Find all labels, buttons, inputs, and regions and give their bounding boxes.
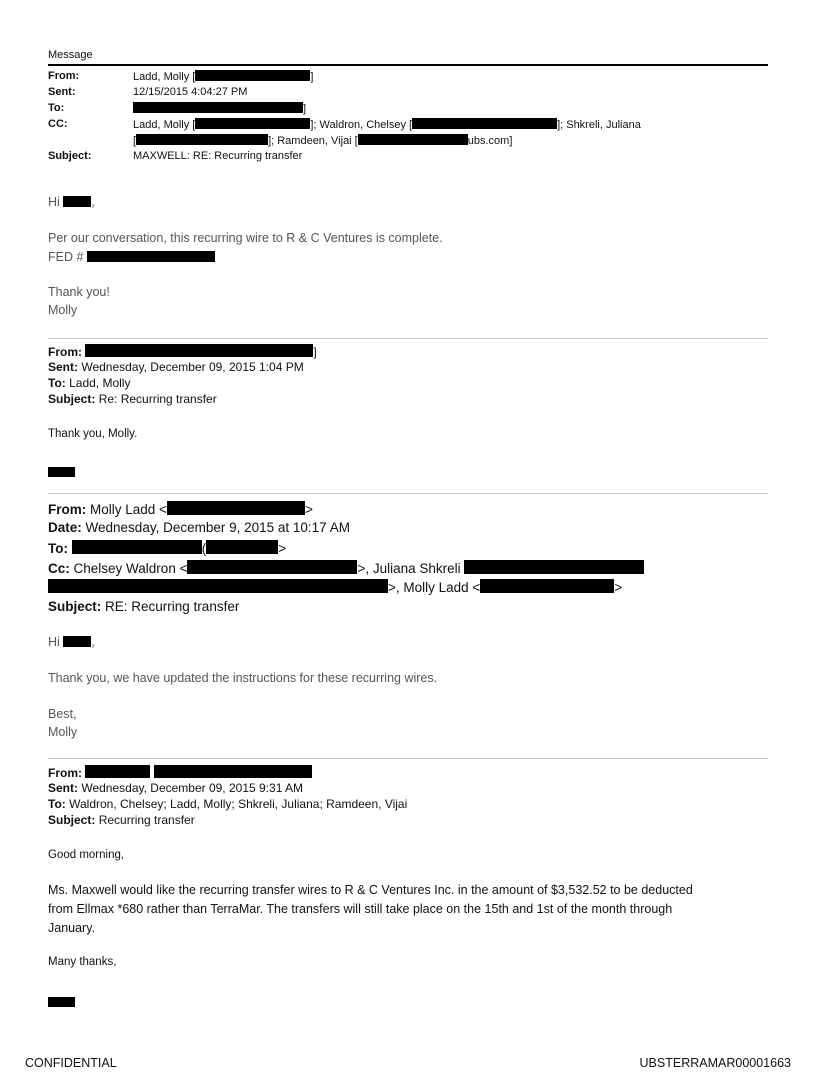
divider [48, 338, 768, 339]
msg3-body: Thank you, we have updated the instructions for these recurring wires. [48, 671, 438, 685]
redaction [195, 118, 310, 129]
msg2-subject: Subject: Re: Recurring transfer [48, 392, 217, 406]
msg3-subject: Subject: RE: Recurring transfer [48, 599, 240, 614]
msg2-signature-redaction [48, 463, 75, 481]
redaction [195, 70, 310, 81]
cc-line-2: [ ]; Ramdeen, Vijai [ ubs.com] [133, 135, 513, 147]
footer-bates-number: UBSTERRAMAR00001663 [639, 1056, 791, 1070]
redaction [48, 579, 388, 593]
msg3-closing: Best, [48, 707, 77, 721]
from-label: From: [48, 70, 80, 82]
redaction [206, 540, 278, 554]
msg3-date: Date: Wednesday, December 9, 2015 at 10:17 AM [48, 520, 350, 535]
redaction [187, 560, 357, 574]
msg2-body: Thank you, Molly. [48, 428, 138, 440]
redaction [133, 102, 303, 113]
msg3-from: From: Molly Ladd < > [48, 502, 313, 517]
divider [48, 758, 768, 759]
msg1-greeting: Hi , [48, 195, 95, 209]
msg4-from: From: [48, 765, 312, 780]
redaction [167, 501, 305, 515]
header-divider [48, 64, 768, 66]
msg4-to: To: Waldron, Chelsey; Ladd, Molly; Shkreli, Juliana; Ramdeen, Vijai [48, 797, 408, 811]
to-label: To: [48, 102, 65, 114]
msg4-body-line2: from Ellmax *680 rather than TerraMar. The transfers will still take place on the 15th and 1st of the month through [48, 902, 673, 916]
msg4-subject: Subject: Recurring transfer [48, 813, 195, 827]
subject-label: Subject: [48, 150, 92, 162]
message-label: Message [48, 49, 93, 61]
redaction [412, 118, 557, 129]
msg1-signature: Molly [48, 303, 78, 317]
redaction [480, 579, 614, 593]
redaction [63, 636, 91, 647]
msg1-fed: FED # [48, 250, 215, 264]
msg2-sent: Sent: Wednesday, December 09, 2015 1:04 PM [48, 360, 304, 374]
msg4-closing: Many thanks, [48, 956, 117, 968]
msg1-body: Per our conversation, this recurring wire to R & C Ventures is complete. [48, 231, 443, 245]
msg4-signature-redaction [48, 993, 75, 1011]
msg3-cc: Cc: Chelsey Waldron < >, Juliana Shkreli [48, 560, 644, 576]
redaction [63, 196, 91, 207]
footer-confidential: CONFIDENTIAL [25, 1056, 117, 1070]
msg4-greeting: Good morning, [48, 849, 125, 861]
msg3-signature: Molly [48, 725, 78, 739]
redaction [464, 560, 644, 574]
sent-label: Sent: [48, 86, 76, 98]
msg2-to: To: Ladd, Molly [48, 376, 131, 390]
msg4-sent: Sent: Wednesday, December 09, 2015 9:31 AM [48, 781, 304, 795]
redaction [85, 765, 150, 778]
sent-value: 12/15/2015 4:04:27 PM [133, 86, 248, 98]
msg2-from: From: ] [48, 345, 317, 359]
redaction [85, 344, 313, 357]
from-value: Ladd, Molly [ ] [133, 71, 314, 83]
cc-line-1: Ladd, Molly [ ]; Waldron, Chelsey [ ]; Shkreli, Juliana [133, 119, 641, 131]
redaction [87, 251, 215, 262]
msg3-cc-line2: >, Molly Ladd < > [48, 579, 622, 595]
redaction [136, 134, 268, 145]
msg4-body-line1: Ms. Maxwell would like the recurring transfer wires to R & C Ventures Inc. in the amount of $3,532.52 to be deducted [48, 883, 693, 897]
to-value: ] [133, 102, 306, 115]
msg4-body-line3: January. [48, 921, 96, 935]
redaction [358, 134, 468, 145]
redaction [154, 765, 312, 778]
msg1-thanks: Thank you! [48, 285, 110, 299]
divider [48, 493, 768, 494]
redaction [72, 540, 202, 554]
subject-value: MAXWELL: RE: Recurring transfer [133, 150, 303, 162]
msg3-greeting: Hi , [48, 635, 95, 649]
msg3-to: To: ( > [48, 541, 287, 556]
cc-label: CC: [48, 118, 68, 130]
